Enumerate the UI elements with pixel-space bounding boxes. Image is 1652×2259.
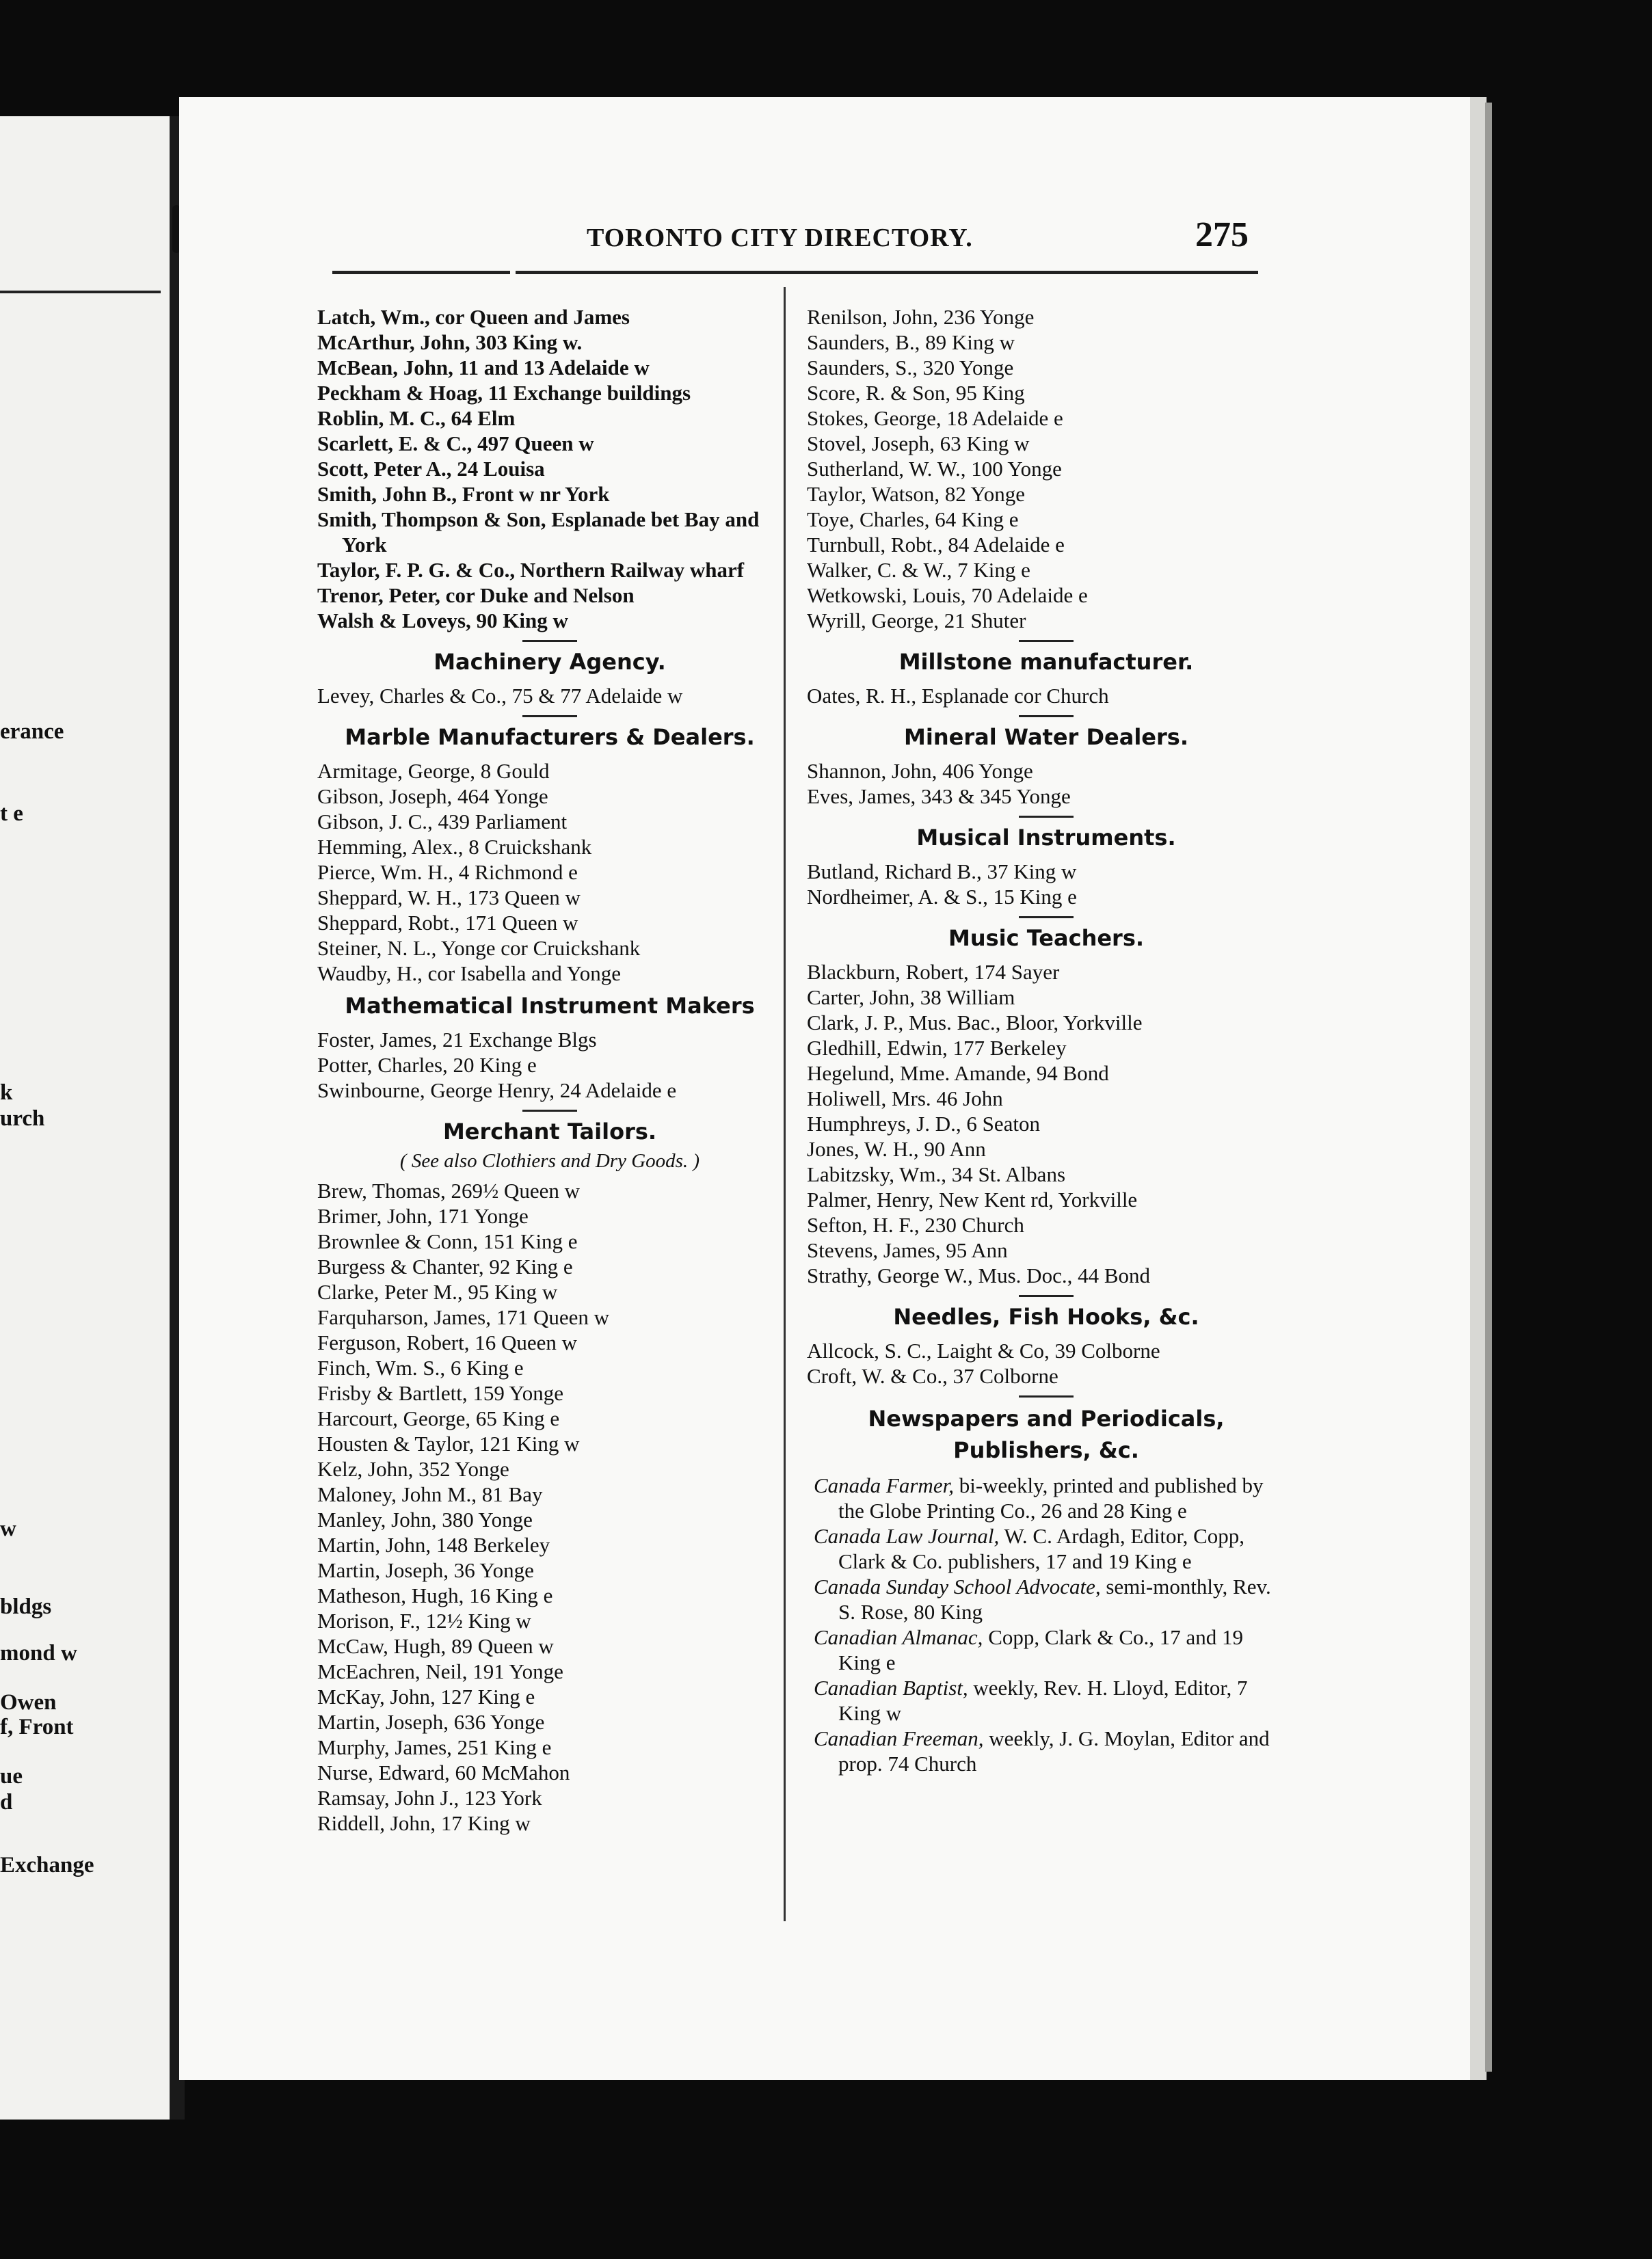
publication-title: Canada Law Journal, [814,1524,1000,1548]
page-edge [1470,97,1487,2080]
publication-details: weekly, Rev. H. Lloyd, Editor, 7 King w [838,1676,1248,1725]
section-heading: Newspapers and Periodicals, Publishers, &c. [868,1406,1225,1463]
list-item: Potter, Charles, 20 King e [317,1053,537,1077]
facing-fragment: urch [0,1106,45,1131]
page-number: 275 [1195,215,1249,254]
section-divider [522,715,577,717]
list-item: Waudby, H., cor Isabella and Yonge [317,961,622,985]
facing-fragment: bldgs [0,1594,52,1619]
section-heading: Millstone manufacturer. [898,649,1194,675]
list-item: McKay, John, 127 King e [317,1685,535,1709]
list-item: Peckham & Hoag, 11 Exchange buildings [317,381,691,405]
section-divider [522,1110,577,1112]
list-item: Farquharson, James, 171 Queen w [317,1305,610,1329]
facing-fragment: Exchange [0,1853,94,1877]
list-item: Holiwell, Mrs. 46 John [807,1086,1003,1110]
list-item: Blackburn, Robert, 174 Sayer [807,960,1060,984]
list-item: Croft, W. & Co., 37 Colborne [807,1364,1058,1388]
list-item: Latch, Wm., cor Queen and James [317,305,630,329]
list-item [807,1523,1285,1574]
list-item: Martin, Joseph, 636 Yonge [317,1710,545,1734]
publication-details: W. C. Ardagh, Editor, Copp, Clark & Co. publishers, 17 and 19 King e [838,1524,1245,1573]
facing-fragment: w [0,1516,16,1541]
facing-fragment: mond w [0,1641,77,1666]
section-heading: Marble Manufacturers & Dealers. [345,724,755,750]
running-head-title: TORONTO CITY DIRECTORY. [587,224,973,252]
list-item: Smith, Thompson & Son, Esplanade bet Bay and York [317,507,760,557]
facing-fragment: erance [0,719,64,744]
list-item: Scarlett, E. & C., 497 Queen w [317,431,594,455]
list-item: Oates, R. H., Esplanade cor Church [807,684,1109,708]
list-item: Shannon, John, 406 Yonge [807,759,1033,783]
list-item: Wetkowski, Louis, 70 Adelaide e [807,583,1088,607]
facing-fragment: t e [0,801,23,826]
section-divider [1019,816,1074,818]
list-item [807,1625,1285,1675]
left-column [317,304,782,1836]
list-item: Saunders, S., 320 Yonge [807,356,1014,379]
list-item: Sutherland, W. W., 100 Yonge [807,457,1062,481]
list-item: Riddell, John, 17 King w [317,1811,531,1835]
list-item: Murphy, James, 251 King e [317,1735,552,1759]
list-item: Roblin, M. C., 64 Elm [317,406,516,430]
list-item [807,1675,1285,1726]
list-item: Ramsay, John J., 123 York [317,1786,542,1810]
list-item: Armitage, George, 8 Gould [317,759,550,783]
list-item: Martin, John, 148 Berkeley [317,1533,550,1557]
list-item [807,1574,1285,1625]
list-item [807,1473,1285,1523]
list-item: Harcourt, George, 65 King e [317,1406,560,1430]
list-item: Morison, F., 12½ King w [317,1609,531,1633]
section-heading: Machinery Agency. [434,649,666,675]
section-divider [1019,715,1074,717]
list-item: Brimer, John, 171 Yonge [317,1204,529,1228]
list-item: Clarke, Peter M., 95 King w [317,1280,558,1304]
list-item: Nurse, Edward, 60 McMahon [317,1761,570,1785]
facing-fragment: Owen [0,1690,57,1715]
list-item: Finch, Wm. S., 6 King e [317,1356,524,1380]
list-item: Swinbourne, George Henry, 24 Adelaide e [317,1078,677,1102]
list-item: Frisby & Bartlett, 159 Yonge [317,1381,563,1405]
list-item: Pierce, Wm. H., 4 Richmond e [317,860,578,884]
list-item: Score, R. & Son, 95 King [807,381,1025,405]
list-item: Manley, John, 380 Yonge [317,1508,533,1532]
facing-page-rule [0,291,161,293]
list-item: Labitzsky, Wm., 34 St. Albans [807,1162,1066,1186]
column-divider [784,287,786,1921]
list-item: Jones, W. H., 90 Ann [807,1137,986,1161]
publication-title: Canada Farmer, [814,1473,954,1497]
list-item: Maloney, John M., 81 Bay [317,1482,543,1506]
list-item: McEachren, Neil, 191 Yonge [317,1659,563,1683]
list-item: Taylor, F. P. G. & Co., Northern Railway wharf [317,558,745,582]
list-item: Allcock, S. C., Laight & Co, 39 Colborne [807,1339,1160,1363]
publication-title: Canadian Freeman, [814,1726,984,1750]
publication-details: semi-monthly, Rev. S. Rose, 80 King [838,1575,1271,1624]
publication-title: Canadian Baptist, [814,1676,968,1700]
header-rule [332,271,1258,274]
list-item: Hegelund, Mme. Amande, 94 Bond [807,1061,1109,1085]
list-item: Saunders, B., 89 King w [807,330,1015,354]
list-item [807,1726,1285,1776]
facing-fragment: d [0,1790,13,1815]
cross-reference-note: ( See also Clothiers and Dry Goods. ) [399,1150,700,1172]
list-item: Sefton, H. F., 230 Church [807,1213,1024,1237]
list-item: Nordheimer, A. & S., 15 King e [807,885,1077,909]
list-item: Turnbull, Robt., 84 Adelaide e [807,533,1065,557]
list-item: Walker, C. & W., 7 King e [807,558,1030,582]
publication-details: weekly, J. G. Moylan, Editor and prop. 74 Church [838,1726,1270,1776]
list-item: Strathy, George W., Mus. Doc., 44 Bond [807,1264,1151,1287]
list-item: Walsh & Loveys, 90 King w [317,609,568,632]
list-item: Scott, Peter A., 24 Louisa [317,457,545,481]
section-heading: Music Teachers. [948,925,1145,951]
list-item: Foster, James, 21 Exchange Blgs [317,1028,597,1052]
publication-details: Copp, Clark & Co., 17 and 19 King e [838,1625,1244,1674]
list-item: Gledhill, Edwin, 177 Berkeley [807,1036,1067,1060]
list-item: Palmer, Henry, New Kent rd, Yorkville [807,1188,1138,1212]
list-item: Smith, John B., Front w nr York [317,482,610,506]
facing-page [0,116,171,2120]
list-item: Hemming, Alex., 8 Cruickshank [317,835,592,859]
list-item: Brew, Thomas, 269½ Queen w [317,1179,580,1203]
list-item: McCaw, Hugh, 89 Queen w [317,1634,554,1658]
list-item: Ferguson, Robert, 16 Queen w [317,1331,577,1354]
section-heading: Merchant Tailors. [442,1119,657,1145]
list-item: Matheson, Hugh, 16 King e [317,1583,553,1607]
list-item: Housten & Taylor, 121 King w [317,1432,580,1456]
list-item: Gibson, J. C., 439 Parliament [317,810,568,833]
facing-fragment: k [0,1080,13,1105]
section-divider [522,640,577,642]
list-item: Stokes, George, 18 Adelaide e [807,406,1063,430]
list-item: Humphreys, J. D., 6 Seaton [807,1112,1040,1136]
section-heading: Needles, Fish Hooks, &c. [893,1304,1199,1330]
list-item: Burgess & Chanter, 92 King e [317,1255,573,1279]
section-divider [1019,1395,1074,1398]
list-item: Brownlee & Conn, 151 King e [317,1229,578,1253]
publication-title: Canadian Almanac, [814,1625,983,1649]
list-item: Clark, J. P., Mus. Bac., Bloor, Yorkville [807,1011,1143,1034]
publication-details: bi-weekly, printed and published by the Globe Printing Co., 26 and 28 King e [838,1473,1264,1523]
section-divider [1019,640,1074,642]
list-item: McBean, John, 11 and 13 Adelaide w [317,356,650,379]
list-item: Sheppard, W. H., 173 Queen w [317,885,581,909]
right-column [807,304,1285,1776]
section-heading: Mathematical Instrument Makers [345,993,755,1019]
list-item: Levey, Charles & Co., 75 & 77 Adelaide w [317,684,683,708]
publication-title: Canada Sunday School Advocate, [814,1575,1101,1599]
facing-fragment: f, Front [0,1715,74,1739]
list-item: Stevens, James, 95 Ann [807,1238,1008,1262]
list-item: Renilson, John, 236 Yonge [807,305,1035,329]
section-heading: Mineral Water Dealers. [904,724,1188,750]
list-item: Carter, John, 38 William [807,985,1015,1009]
page-edge-shadow [1485,103,1492,2072]
list-item: Trenor, Peter, cor Duke and Nelson [317,583,635,607]
list-item: Steiner, N. L., Yonge cor Cruickshank [317,936,641,960]
list-item: Gibson, Joseph, 464 Yonge [317,784,548,808]
list-item: Kelz, John, 352 Yonge [317,1457,509,1481]
section-divider [1019,916,1074,918]
section-heading: Musical Instruments. [916,825,1176,851]
section-divider [1019,1295,1074,1297]
facing-fragment: ue [0,1764,23,1789]
list-item: Taylor, Watson, 82 Yonge [807,482,1026,506]
list-item: Butland, Richard B., 37 King w [807,859,1077,883]
list-item: Stovel, Joseph, 63 King w [807,431,1030,455]
list-item: Martin, Joseph, 36 Yonge [317,1558,534,1582]
list-item: McArthur, John, 303 King w. [317,330,583,354]
list-item: Eves, James, 343 & 345 Yonge [807,784,1071,808]
list-item: Sheppard, Robt., 171 Queen w [317,911,578,935]
list-item: Toye, Charles, 64 King e [807,507,1019,531]
list-item: Wyrill, George, 21 Shuter [807,609,1026,632]
